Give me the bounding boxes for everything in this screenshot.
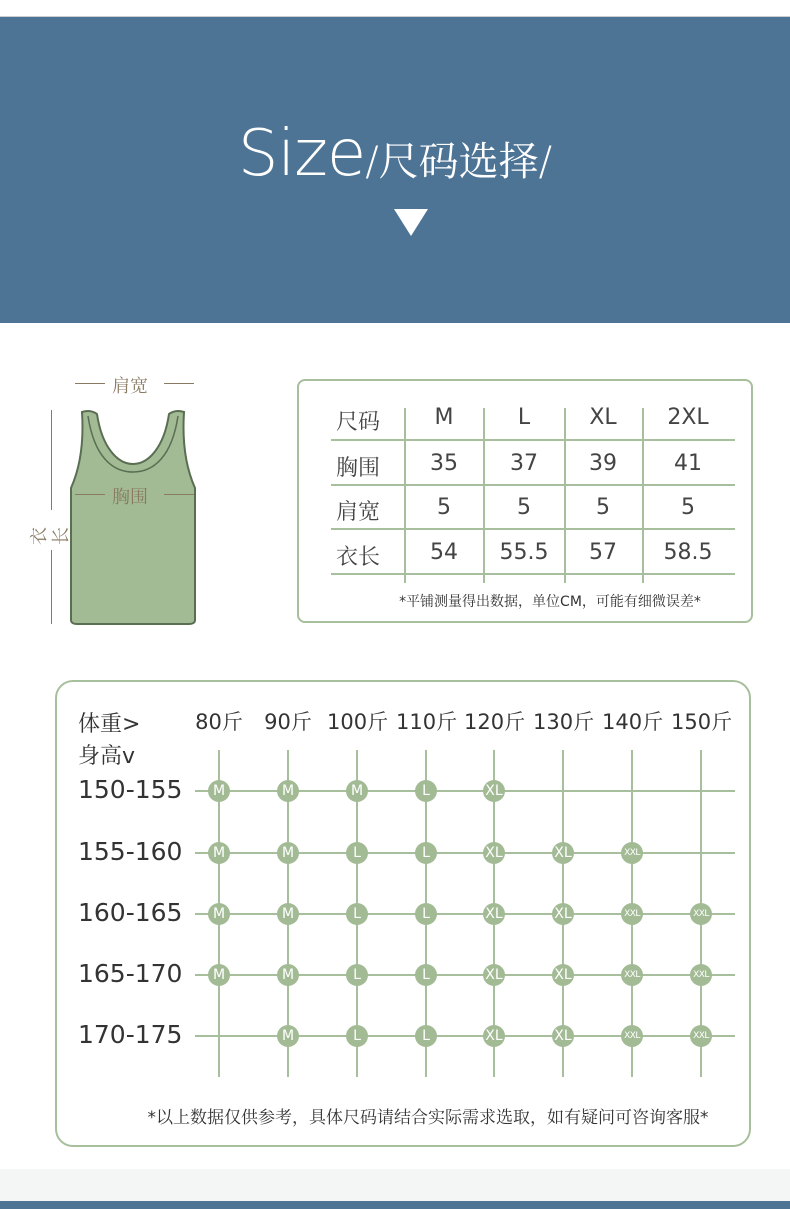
shoulder-label: 肩宽 (112, 376, 148, 397)
length-line-bottom (51, 550, 52, 624)
size-dot: XXL (621, 964, 643, 986)
size-dot: XL (483, 842, 505, 864)
height-row-label: 155-160 (78, 837, 183, 866)
size-dot: XL (483, 1025, 505, 1047)
weight-header: 100斤 (327, 710, 389, 734)
table-divider (331, 439, 735, 441)
height-row-label: 150-155 (78, 775, 183, 804)
row-label-chest: 胸围 (336, 456, 381, 481)
size-header-l: L (517, 405, 531, 430)
table-divider (331, 528, 735, 530)
table-divider (331, 573, 735, 575)
table-col-divider (564, 408, 566, 583)
table-cell: 35 (430, 451, 458, 476)
size-dot: L (415, 903, 437, 925)
table-cell: 5 (596, 495, 610, 520)
shoulder-line-right (164, 383, 194, 384)
size-dot: L (346, 842, 368, 864)
size-dot: L (415, 1025, 437, 1047)
bottom-bar (0, 1201, 790, 1209)
size-dot: M (277, 780, 299, 802)
size-dot: L (346, 903, 368, 925)
size-dot: XL (483, 964, 505, 986)
size-header-label: 尺码 (336, 410, 381, 435)
height-row-label: 170-175 (78, 1020, 183, 1049)
size-dot: L (415, 842, 437, 864)
table-col-divider (642, 408, 644, 583)
size-dot: M (208, 842, 230, 864)
table-cell: 5 (437, 495, 451, 520)
size-header-xl: XL (589, 405, 617, 430)
weight-header: 130斤 (533, 710, 595, 734)
table-cell: 41 (674, 451, 702, 476)
size-dot: M (277, 1025, 299, 1047)
size-dot: XXL (621, 903, 643, 925)
size-dot: XL (552, 842, 574, 864)
grid-row-line (195, 852, 735, 854)
size-dot: XL (552, 964, 574, 986)
table-cell: 5 (681, 495, 695, 520)
shoulder-line-left (75, 383, 105, 384)
weight-header: 90斤 (264, 710, 312, 734)
size-dot: M (346, 780, 368, 802)
size-table-note: *平铺测量得出数据，单位CM，可能有细微误差* (399, 594, 701, 610)
size-dot: L (415, 780, 437, 802)
height-row-label: 160-165 (78, 898, 183, 927)
size-dot: XXL (621, 842, 643, 864)
size-dot: M (208, 780, 230, 802)
size-header-m: M (434, 405, 454, 430)
title-en: Size (237, 117, 366, 191)
table-cell: 55.5 (499, 540, 549, 565)
weight-header: 150斤 (671, 710, 733, 734)
size-dot: L (346, 1025, 368, 1047)
size-dot: XXL (690, 1025, 712, 1047)
bottom-band (0, 1169, 790, 1201)
size-dot: M (277, 903, 299, 925)
size-dot: XXL (621, 1025, 643, 1047)
table-cell: 58.5 (663, 540, 713, 565)
down-arrow-icon (394, 209, 428, 236)
title-cn: /尺码选择/ (365, 139, 553, 185)
length-label: 衣长 (29, 527, 72, 545)
row-label-shoulder: 肩宽 (336, 500, 381, 525)
weight-header: 80斤 (195, 710, 243, 734)
row-label-length: 衣长 (336, 545, 381, 570)
chest-line-right (164, 494, 194, 495)
grid-row-line (195, 790, 735, 792)
top-strip (0, 0, 790, 17)
table-cell: 57 (589, 540, 617, 565)
size-dot: XXL (690, 964, 712, 986)
table-col-divider (483, 408, 485, 583)
size-dot: XL (483, 780, 505, 802)
height-axis-label: 身高v (78, 744, 136, 769)
table-cell: 37 (510, 451, 538, 476)
weight-header: 120斤 (464, 710, 526, 734)
size-dot: M (208, 964, 230, 986)
size-dot: M (277, 964, 299, 986)
chest-label: 胸围 (112, 487, 148, 508)
table-cell: 39 (589, 451, 617, 476)
weight-header: 110斤 (396, 710, 458, 734)
table-col-divider (404, 408, 406, 583)
size-header-2xl: 2XL (667, 405, 709, 430)
size-dot: XXL (690, 903, 712, 925)
table-divider (331, 484, 735, 486)
grid-row-line (195, 974, 735, 976)
grid-row-line (195, 913, 735, 915)
tank-top-icon (68, 408, 198, 626)
height-row-label: 165-170 (78, 959, 183, 988)
chest-line-left (75, 494, 105, 495)
length-line-top (51, 410, 52, 510)
table-cell: 54 (430, 540, 458, 565)
size-dot: M (208, 903, 230, 925)
page-header (0, 17, 790, 323)
grid-row-line (195, 1035, 735, 1037)
page-title (0, 117, 790, 191)
table-cell: 5 (517, 495, 531, 520)
grid-note: *以上数据仅供参考，具体尺码请结合实际需求选取，如有疑问可咨询客服* (147, 1108, 709, 1128)
size-dot: M (277, 842, 299, 864)
size-dot: XL (483, 903, 505, 925)
size-dot: L (346, 964, 368, 986)
size-dot: XL (552, 1025, 574, 1047)
size-dot: XL (552, 903, 574, 925)
weight-axis-label: 体重> (78, 712, 141, 737)
weight-header: 140斤 (602, 710, 664, 734)
size-dot: L (415, 964, 437, 986)
